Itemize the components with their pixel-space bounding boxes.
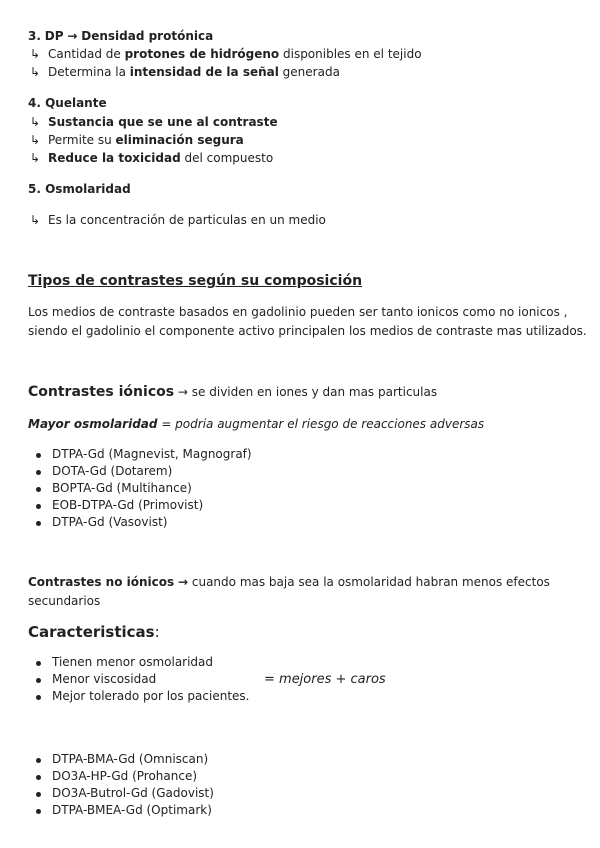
mejores-caros-note: = mejores + caros (264, 672, 386, 687)
sub-arrow-icon: ↳ (30, 133, 41, 147)
ionicos-heading: Contrastes iónicos → se dividen en iones y dan mas particulas (28, 384, 438, 400)
ionicos-arrow: → (177, 385, 188, 399)
no-ionicos-description-line-2: secundarios (28, 594, 101, 608)
tipos-heading: Tipos de contrastes según su composición (28, 273, 363, 289)
ionicos-description: se dividen en iones y dan mas particulas (191, 385, 438, 399)
ionicos-list (36, 446, 252, 531)
sub-arrow-icon: ↳ (30, 213, 41, 227)
list-item: Mejor tolerado por los pacientes. (36, 688, 249, 705)
osmolaridad-line-1: ↳ Es la concentración de particulas en un medio (30, 213, 326, 227)
dp-heading (28, 29, 213, 43)
dp-line-2: ↳ Determina la intensidad de la señal generada (30, 65, 340, 79)
no-ionicos-list (36, 751, 214, 819)
caracteristicas-list (36, 654, 249, 705)
dp-line-1: ↳ Cantidad de protones de hidrógeno disponibles en el tejido (30, 47, 422, 61)
mayor-osmolaridad-note: Mayor osmolaridad = podria augmentar el riesgo de reacciones adversas (28, 417, 485, 431)
list-item: DTPA-Gd (Vasovist) (36, 514, 252, 531)
sub-arrow-icon: ↳ (30, 151, 41, 165)
list-item: DTPA-BMA-Gd (Omniscan) (36, 751, 214, 768)
sub-arrow-icon: ↳ (30, 115, 41, 129)
list-item: EOB-DTPA-Gd (Primovist) (36, 497, 252, 514)
list-item: DTPA-BMEA-Gd (Optimark) (36, 802, 214, 819)
no-ionicos-arrow: → (178, 575, 189, 589)
quelante-line-3: ↳ Reduce la toxicidad del compuesto (30, 151, 274, 165)
dp-arrow: → (67, 29, 78, 43)
list-item: Menor viscosidad (36, 671, 249, 688)
tipos-paragraph-line-2: siendo el gadolinio el componente activo principalen los medios de contraste mas utilizados. (28, 324, 587, 338)
sub-arrow-icon: ↳ (30, 47, 41, 61)
list-item: BOPTA-Gd (Multihance) (36, 480, 252, 497)
dp-abbr: DP (44, 29, 64, 43)
osmolaridad-heading: 5. Osmolaridad (28, 182, 131, 196)
caracteristicas-heading: Caracteristicas: (28, 623, 160, 641)
dp-title: Densidad protónica (81, 29, 214, 43)
list-item: DO3A-Butrol-Gd (Gadovist) (36, 785, 214, 802)
no-ionicos-description: cuando mas baja sea la osmolaridad habran menos efectos (188, 575, 550, 589)
list-item: DO3A-HP-Gd (Prohance) (36, 768, 214, 785)
list-item: DOTA-Gd (Dotarem) (36, 463, 252, 480)
no-ionicos-heading: Contrastes no iónicos → cuando mas baja sea la osmolaridad habran menos efectos (28, 575, 550, 589)
quelante-line-1: ↳ Sustancia que se une al contraste (30, 115, 278, 129)
dp-number: 3. (28, 29, 41, 43)
list-item: DTPA-Gd (Magnevist, Magnograf) (36, 446, 252, 463)
list-item: Tienen menor osmolaridad (36, 654, 249, 671)
sub-arrow-icon: ↳ (30, 65, 41, 79)
quelante-line-2: ↳ Permite su eliminación segura (30, 133, 244, 147)
tipos-paragraph-line-1: Los medios de contraste basados en gadolinio pueden ser tanto ionicos como no ionicos , (28, 305, 568, 319)
quelante-heading: 4. Quelante (28, 96, 107, 110)
